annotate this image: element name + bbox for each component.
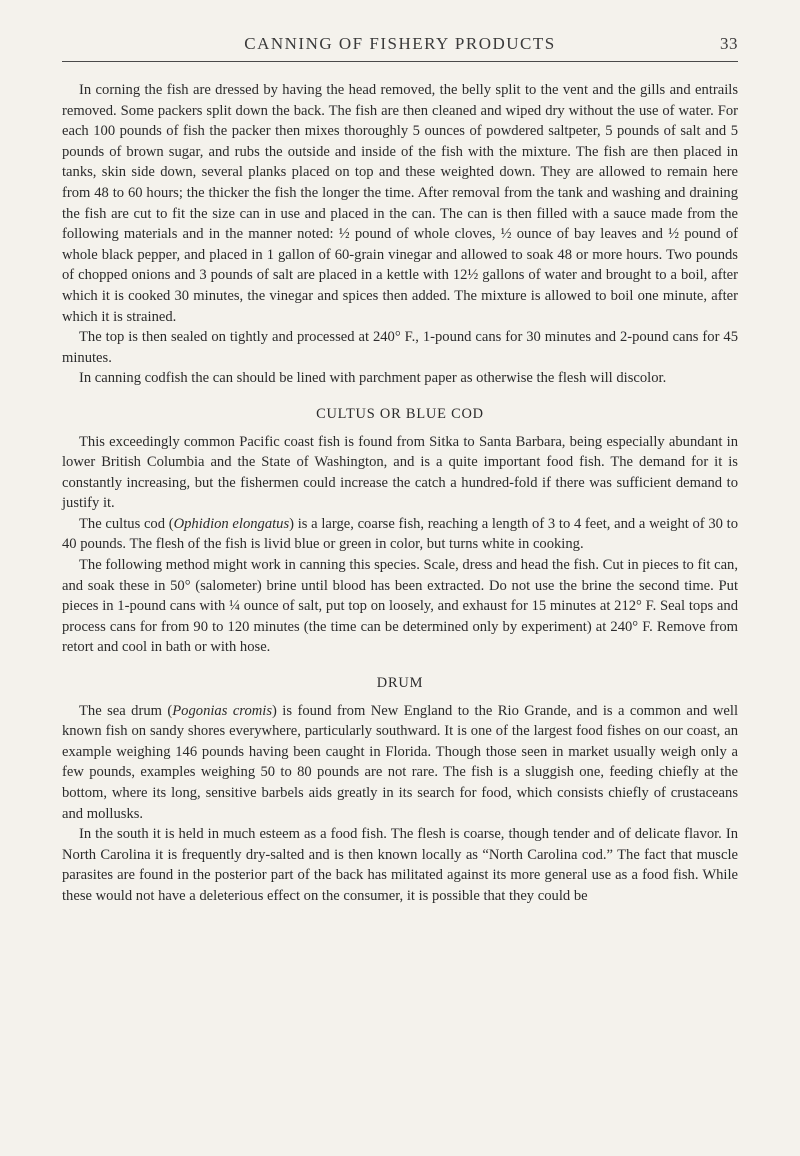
- scientific-name: Ophidion elongatus: [173, 515, 290, 532]
- paragraph-cultus-method: The following method might work in canning this species. Scale, dress and head the fish. Cut in pieces to fit can, and soak these in 50° (salometer) brine until blood has been extracted. Do not use the brine the second time. Put pieces in 1-pound cans with ¼ ounce of salt, put top on loosely, and exhaust for 15 minutes at 212° F. Seal tops and process cans for from 90 to 120 minutes (the time can be determined only by experiment) at 240° F. Remove from retort and cool in bath or with hose.: [62, 557, 739, 656]
- running-title: CANNING OF FISHERY PRODUCTS: [244, 34, 556, 53]
- section-heading-cultus: CULTUS OR BLUE COD: [316, 405, 484, 422]
- text-run: ) is a large, coarse fish, reaching a length of 3 to 4 feet, and a weight of 30 to 40 pounds. The flesh of the fish is livid blue or green in color, but turns white in cooking.: [62, 515, 738, 553]
- paragraph-corning: In corning the fish are dressed by having the head removed, the belly split to the vent and the gills and entrails removed. Some packers split down the back. The fish are then cleaned and wiped dry without the use of water. For each 100 pounds of fish the packer then mixes thoroughly 5 ounces of powdered saltpeter, 5 pounds of salt and 5 pounds of brown sugar, and rubs the outside and inside of the fish with the mixture. The fish are then placed in tanks, skin side down, several planks placed on top and these weighted down. They are allowed to remain here from 48 to 60 hours; the thicker the fish the longer the time. After removal from the tank and washing and draining the fish are cut to fit the size can in use and placed in the can. The can is then filled with a sauce made from the following materials and in the manner noted: ½ pound of whole cloves, ½ ounce of bay leaves and ½ pound of whole black pepper, and placed in 1 gallon of 60-grain vinegar and allowed to soak 48 or more hours. Two pounds of chopped onions and 3 pounds of salt are placed in a kettle with 12½ gallons of water and brought to a boil, after which it is cooked 30 minutes, the vinegar and spices then added. The mixture is allowed to boil one minute, after which it is strained.: [62, 82, 738, 325]
- page-number: 33: [720, 34, 738, 53]
- section-heading-drum: DRUM: [376, 675, 424, 692]
- paragraph-cultus-description: [62, 514, 738, 555]
- text-run: ) is found from New England to the Rio Grande, and is a common and well known fish on sandy shores everywhere, particularly southward. It is one of the largest food fishes on our coast, an example weighing 146 pounds having been caught in Florida. Though those seen in market usually weigh only a few pounds, examples weighing 50 to 80 pounds are not rare. The fish is a sluggish one, feeding chiefly at the bottom, where its long, sensitive barbels aids greatly in its search for food, which consists chiefly of crustaceans and mollusks.: [62, 702, 738, 822]
- text-run: The cultus cod (: [79, 515, 174, 532]
- scientific-name: Pogonias cromis: [172, 702, 273, 719]
- page-body: [62, 80, 738, 907]
- paragraph-processing: The top is then sealed on tightly and processed at 240° F., 1-pound cans for 30 minutes and 2-pound cans for 45 minutes.: [62, 329, 738, 366]
- paragraph-drum-description: [62, 701, 738, 825]
- paragraph-drum-esteem: In the south it is held in much esteem as a food fish. The flesh is coarse, though tender and of delicate flavor. In North Carolina it is frequently dry-salted and is then known locally as “North Carolina cod.” The fact that muscle parasites are found in the posterior part of the back has militated against its more general use as a food fish. While these would not have a deleterious effect on the consumer, it is possible that they could be: [62, 826, 738, 904]
- header-rule: [62, 61, 738, 62]
- paragraph-cultus-range: This exceedingly common Pacific coast fish is found from Sitka to Santa Barbara, being especially abundant in lower British Columbia and the State of Washington, and is a quite important food fish. The demand for it is constantly increasing, but the fishermen could increase the catch a hundred-fold if there was sufficient demand to justify it.: [62, 433, 738, 512]
- running-header: [62, 34, 738, 54]
- text-run: The sea drum (: [79, 702, 173, 719]
- paragraph-codfish-lining: In canning codfish the can should be lined with parchment paper as otherwise the flesh will discolor.: [79, 370, 667, 387]
